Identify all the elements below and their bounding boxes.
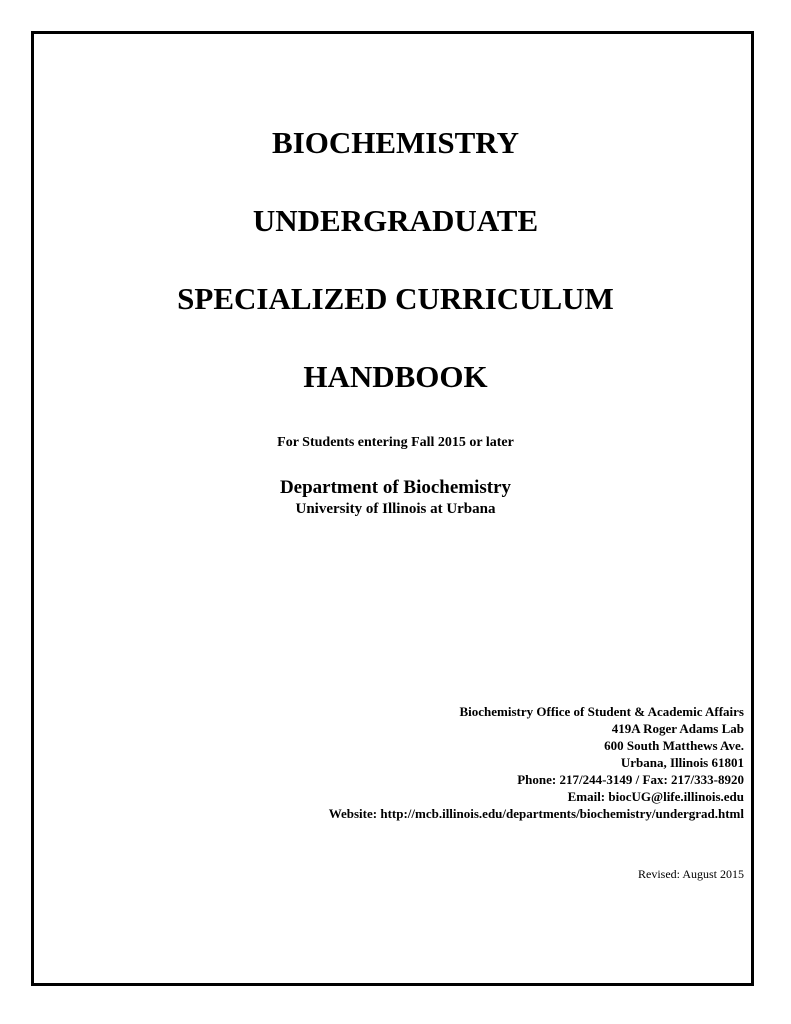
title-line-1: BIOCHEMISTRY (272, 125, 519, 160)
city-state-zip: Urbana, Illinois 61801 (620, 755, 744, 770)
office-room: 419A Roger Adams Lab (611, 721, 744, 736)
email-address: Email: biocUG@life.illinois.edu (567, 789, 744, 804)
revision-date: Revised: August 2015 (637, 867, 744, 881)
audience-subtitle: For Students entering Fall 2015 or later (277, 435, 514, 450)
contact-block (329, 703, 744, 822)
title-line-4: HANDBOOK (303, 359, 488, 394)
street-address: 600 South Matthews Ave. (604, 738, 744, 753)
university-name: University of Illinois at Urbana (295, 501, 496, 517)
office-name: Biochemistry Office of Student & Academic Affairs (459, 704, 744, 719)
title-line-3: SPECIALIZED CURRICULUM (177, 281, 614, 316)
title-line-2: UNDERGRADUATE (252, 203, 539, 238)
phone-fax: Phone: 217/244-3149 / Fax: 217/333-8920 (517, 772, 744, 787)
website-url: Website: http://mcb.illinois.edu/departments/biochemistry/undergrad.html (328, 806, 744, 821)
department-name: Department of Biochemistry (279, 477, 512, 498)
